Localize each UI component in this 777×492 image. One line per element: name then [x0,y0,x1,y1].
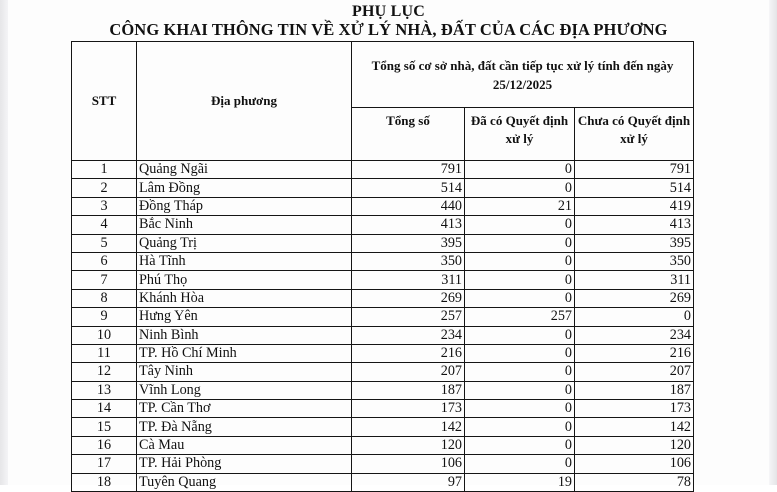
table-row [72,216,694,234]
row-locality: Vĩnh Long [137,381,352,399]
row-total: 120 [352,436,465,454]
row-stt: 2 [72,179,137,197]
row-decided: 0 [465,161,575,179]
row-total: 187 [352,381,465,399]
row-undecided: 514 [575,179,694,197]
row-undecided: 78 [575,473,694,491]
row-locality: Bắc Ninh [137,216,352,234]
row-locality: TP. Cần Thơ [137,400,352,418]
row-decided: 0 [465,289,575,307]
row-total: 142 [352,418,465,436]
table-row [72,179,694,197]
row-decided: 257 [465,308,575,326]
row-locality: Phú Thọ [137,271,352,289]
document-subtitle: CÔNG KHAI THÔNG TIN VỀ XỬ LÝ NHÀ, ĐẤT CỦA CÁC ĐỊA PHƯƠNG [109,20,668,39]
left-page-edge [0,0,8,485]
row-locality: Hưng Yên [137,308,352,326]
row-undecided: 106 [575,455,694,473]
table-row [72,252,694,270]
table-row [72,234,694,252]
row-undecided: 395 [575,234,694,252]
row-decided: 0 [465,326,575,344]
row-stt: 7 [72,271,137,289]
row-stt: 11 [72,344,137,362]
table-row [72,436,694,454]
table-row [72,308,694,326]
row-locality: TP. Đà Nẵng [137,418,352,436]
row-decided: 19 [465,473,575,491]
row-locality: Tây Ninh [137,363,352,381]
row-locality: Ninh Bình [137,326,352,344]
row-total: 234 [352,326,465,344]
row-undecided: 791 [575,161,694,179]
row-undecided: 234 [575,326,694,344]
row-stt: 4 [72,216,137,234]
row-total: 106 [352,455,465,473]
row-total: 207 [352,363,465,381]
row-stt: 6 [72,252,137,270]
row-locality: Quảng Trị [137,234,352,252]
header-decided: Đã có Quyết định xử lý [465,108,575,161]
header-group-total-facilities: Tổng số cơ sở nhà, đất cần tiếp tục xử lý tính đến ngày 25/12/2025 [352,42,694,108]
table-row [72,455,694,473]
row-decided: 0 [465,418,575,436]
table-row [72,161,694,179]
row-undecided: 413 [575,216,694,234]
table-row [72,344,694,362]
row-total: 97 [352,473,465,491]
row-decided: 0 [465,363,575,381]
localities-table [71,41,694,492]
table-row [72,363,694,381]
row-undecided: 216 [575,344,694,362]
table-row [72,400,694,418]
row-locality: TP. Hải Phòng [137,455,352,473]
row-undecided: 311 [575,271,694,289]
row-stt: 16 [72,436,137,454]
row-decided: 21 [465,197,575,215]
row-total: 350 [352,252,465,270]
row-undecided: 142 [575,418,694,436]
row-stt: 18 [72,473,137,491]
row-total: 216 [352,344,465,362]
row-locality: Quảng Ngãi [137,161,352,179]
row-stt: 8 [72,289,137,307]
header-undecided: Chưa có Quyết định xử lý [575,108,694,161]
row-total: 395 [352,234,465,252]
row-undecided: 0 [575,308,694,326]
row-undecided: 207 [575,363,694,381]
row-stt: 5 [72,234,137,252]
row-decided: 0 [465,252,575,270]
row-locality: Hà Tĩnh [137,252,352,270]
table-row [72,473,694,491]
row-total: 173 [352,400,465,418]
row-stt: 13 [72,381,137,399]
row-stt: 1 [72,161,137,179]
row-stt: 12 [72,363,137,381]
row-decided: 0 [465,179,575,197]
right-page-edge [769,0,777,485]
table-row [72,326,694,344]
table-row [72,418,694,436]
row-decided: 0 [465,234,575,252]
row-undecided: 173 [575,400,694,418]
header-locality: Địa phương [137,42,352,161]
row-locality: Cà Mau [137,436,352,454]
table-row [72,381,694,399]
row-decided: 0 [465,436,575,454]
row-decided: 0 [465,455,575,473]
row-stt: 9 [72,308,137,326]
row-locality: Lâm Đồng [137,179,352,197]
row-stt: 3 [72,197,137,215]
row-stt: 14 [72,400,137,418]
header-total: Tổng số [352,108,465,161]
row-undecided: 419 [575,197,694,215]
row-undecided: 350 [575,252,694,270]
header-stt: STT [72,42,137,161]
row-undecided: 120 [575,436,694,454]
row-total: 311 [352,271,465,289]
row-undecided: 269 [575,289,694,307]
row-total: 440 [352,197,465,215]
row-decided: 0 [465,344,575,362]
table-row [72,197,694,215]
table-row [72,289,694,307]
row-stt: 15 [72,418,137,436]
row-decided: 0 [465,381,575,399]
row-locality: TP. Hồ Chí Minh [137,344,352,362]
row-total: 791 [352,161,465,179]
row-total: 514 [352,179,465,197]
row-stt: 10 [72,326,137,344]
row-decided: 0 [465,400,575,418]
document-title: PHỤ LỤC [352,3,425,20]
table-row [72,271,694,289]
row-locality: Tuyên Quang [137,473,352,491]
row-locality: Khánh Hòa [137,289,352,307]
row-undecided: 187 [575,381,694,399]
row-decided: 0 [465,271,575,289]
row-total: 257 [352,308,465,326]
row-locality: Đồng Tháp [137,197,352,215]
row-stt: 17 [72,455,137,473]
row-total: 269 [352,289,465,307]
row-total: 413 [352,216,465,234]
row-decided: 0 [465,216,575,234]
